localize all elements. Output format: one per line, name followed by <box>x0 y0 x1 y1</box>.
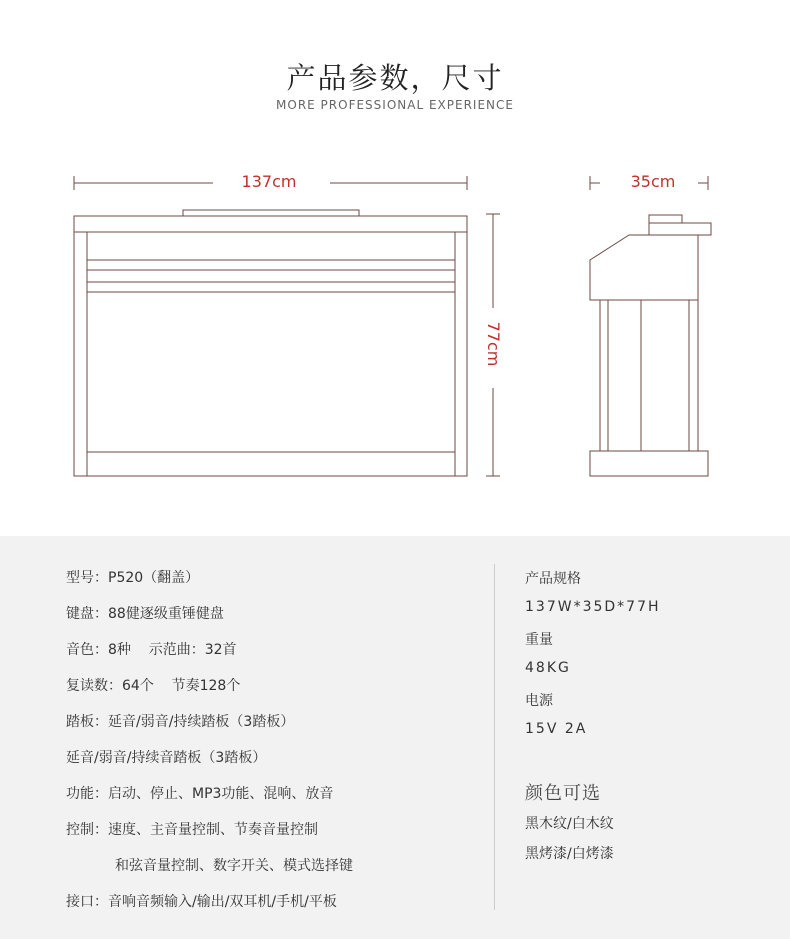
spec-row-voices <box>66 638 237 662</box>
spec-divider <box>494 564 495 910</box>
power-label: 电源 <box>525 693 553 709</box>
spec-value: 88健逐级重锤健盘 <box>108 606 224 622</box>
spec-row-model <box>66 566 199 590</box>
spec-label: 复读数： <box>66 678 122 694</box>
spec-row-repeat <box>66 674 240 698</box>
page-title: 产品参数，尺寸 <box>286 61 504 95</box>
piano-front-view <box>74 210 467 476</box>
spec-row-keyboard <box>66 602 224 626</box>
spec-label: 功能： <box>66 786 108 802</box>
spec-value: 启动、停止、MP3功能、混响、放音 <box>108 786 334 802</box>
specs-section <box>0 536 790 939</box>
depth-label: 35cm <box>630 172 676 191</box>
weight-value: 48KG <box>525 660 571 676</box>
color-option: 黑烤漆/白烤漆 <box>525 846 614 862</box>
spec-value: 8种 示范曲：32首 <box>108 642 237 658</box>
size-label: 产品规格 <box>525 571 581 587</box>
spec-label: 接口： <box>66 894 108 910</box>
spec-value: P520（翻盖） <box>108 570 200 586</box>
spec-value: 速度、主音量控制、节奏音量控制 <box>108 822 318 838</box>
page-subtitle: MORE PROFESSIONAL EXPERIENCE <box>276 98 514 112</box>
weight-label: 重量 <box>525 632 553 648</box>
spec-row-interfaces <box>66 890 337 914</box>
spec-label: 型号： <box>66 570 108 586</box>
spec-row-controls-extra <box>66 854 353 878</box>
spec-label: 控制： <box>66 822 108 838</box>
spec-row-functions <box>66 782 333 806</box>
spec-label: 键盘： <box>66 606 108 622</box>
spec-label: 踏板： <box>66 714 108 730</box>
spec-value: 音响音频输入/输出/双耳机/手机/平板 <box>108 894 337 910</box>
spec-row-controls <box>66 818 318 842</box>
spec-row-pedals <box>66 710 294 734</box>
power-value: 15V 2A <box>525 721 588 737</box>
size-value: 137W*35D*77H <box>525 599 661 615</box>
spec-value: 延音/弱音/持续音踏板（3踏板） <box>66 750 267 766</box>
color-option: 黑木纹/白木纹 <box>525 816 614 832</box>
spec-value: 64个 节奏128个 <box>122 678 241 694</box>
piano-side-view <box>590 215 711 476</box>
color-options-title: 颜色可选 <box>525 783 601 804</box>
spec-value: 和弦音量控制、数字开关、模式选择键 <box>115 858 353 874</box>
spec-label: 音色： <box>66 642 108 658</box>
width-label: 137cm <box>241 172 297 191</box>
height-label: 77cm <box>484 321 503 367</box>
spec-value: 延音/弱音/持续踏板（3踏板） <box>108 714 295 730</box>
spec-row-pedals-extra <box>66 746 266 770</box>
